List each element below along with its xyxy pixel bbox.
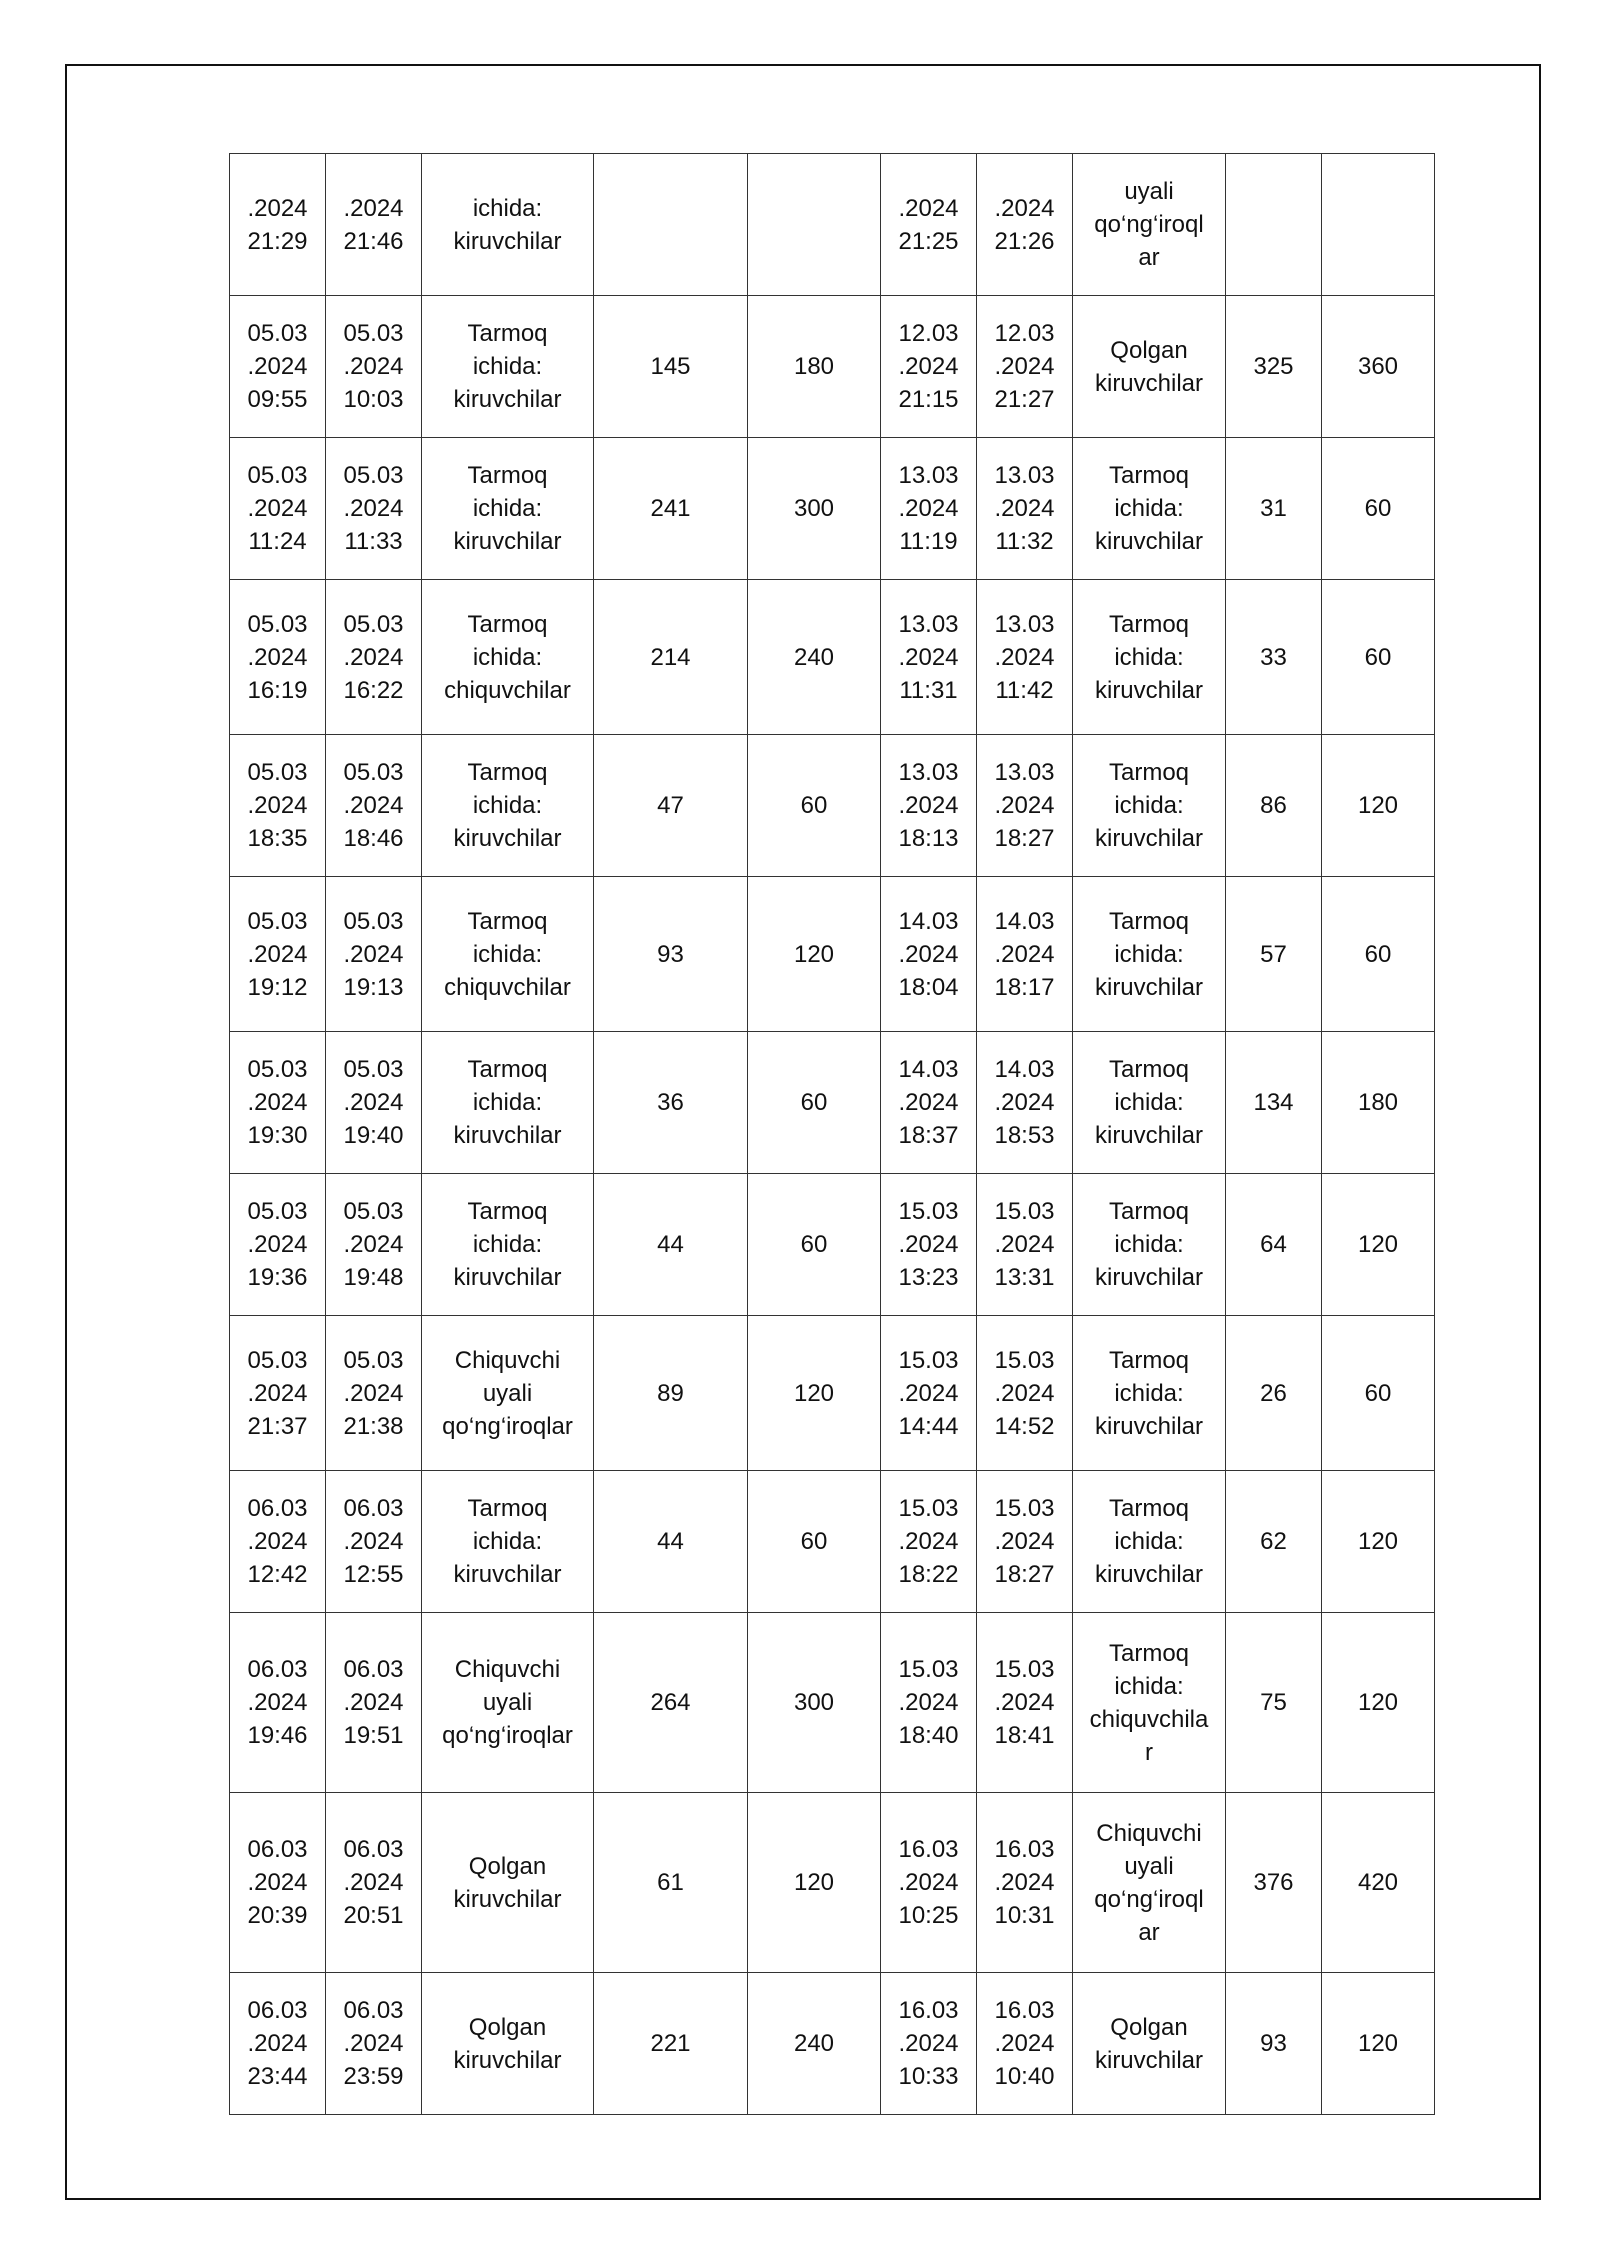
right-end-time-cell: 16.03 .2024 10:31 — [977, 1793, 1073, 1973]
left-end-time-cell: 05.03 .2024 18:46 — [326, 735, 422, 877]
right-end-time-cell: 16.03 .2024 10:40 — [977, 1973, 1073, 2115]
left-call-type-cell: Qolgan kiruvchilar — [422, 1793, 594, 1973]
right-billed-seconds-cell: 360 — [1322, 296, 1435, 438]
left-used-seconds-cell: 145 — [594, 296, 748, 438]
left-start-time-cell: 05.03 .2024 16:19 — [230, 580, 326, 735]
left-used-seconds-cell: 61 — [594, 1793, 748, 1973]
table-row — [230, 1973, 1435, 2115]
right-end-time-cell: 15.03 .2024 13:31 — [977, 1174, 1073, 1316]
left-call-type-cell: Chiquvchi uyali qo‘ng‘iroqlar — [422, 1316, 594, 1471]
left-start-time-cell: 05.03 .2024 19:36 — [230, 1174, 326, 1316]
table-row — [230, 1032, 1435, 1174]
right-call-type-cell: Chiquvchi uyali qo‘ng‘iroql ar — [1073, 1793, 1226, 1973]
right-end-time-cell: 12.03 .2024 21:27 — [977, 296, 1073, 438]
right-billed-seconds-cell: 120 — [1322, 1973, 1435, 2115]
right-start-time-cell: 15.03 .2024 18:40 — [881, 1613, 977, 1793]
left-billed-seconds-cell: 60 — [748, 1471, 881, 1613]
right-used-seconds-cell: 75 — [1226, 1613, 1322, 1793]
left-billed-seconds-cell: 60 — [748, 1174, 881, 1316]
table-row — [230, 877, 1435, 1032]
left-billed-seconds-cell: 240 — [748, 580, 881, 735]
left-end-time-cell: 05.03 .2024 16:22 — [326, 580, 422, 735]
left-call-type-cell: Chiquvchi uyali qo‘ng‘iroqlar — [422, 1613, 594, 1793]
right-call-type-cell: Tarmoq ichida: chiquvchila r — [1073, 1613, 1226, 1793]
right-call-type-cell: Tarmoq ichida: kiruvchilar — [1073, 1471, 1226, 1613]
left-end-time-cell: 05.03 .2024 11:33 — [326, 438, 422, 580]
right-call-type-cell: Qolgan kiruvchilar — [1073, 1973, 1226, 2115]
left-end-time-cell: 06.03 .2024 23:59 — [326, 1973, 422, 2115]
left-end-time-cell: 05.03 .2024 21:38 — [326, 1316, 422, 1471]
right-billed-seconds-cell: 120 — [1322, 1471, 1435, 1613]
left-billed-seconds-cell: 120 — [748, 877, 881, 1032]
left-used-seconds-cell: 93 — [594, 877, 748, 1032]
right-start-time-cell: 15.03 .2024 18:22 — [881, 1471, 977, 1613]
table-row — [230, 296, 1435, 438]
right-start-time-cell: 13.03 .2024 11:19 — [881, 438, 977, 580]
table-row — [230, 1613, 1435, 1793]
right-billed-seconds-cell: 60 — [1322, 1316, 1435, 1471]
right-billed-seconds-cell — [1322, 154, 1435, 296]
left-used-seconds-cell: 47 — [594, 735, 748, 877]
right-used-seconds-cell: 26 — [1226, 1316, 1322, 1471]
left-end-time-cell: 05.03 .2024 10:03 — [326, 296, 422, 438]
left-start-time-cell: 05.03 .2024 21:37 — [230, 1316, 326, 1471]
left-billed-seconds-cell: 120 — [748, 1316, 881, 1471]
table-row — [230, 1793, 1435, 1973]
left-call-type-cell: Tarmoq ichida: kiruvchilar — [422, 1032, 594, 1174]
left-start-time-cell: 06.03 .2024 12:42 — [230, 1471, 326, 1613]
right-used-seconds-cell: 134 — [1226, 1032, 1322, 1174]
right-call-type-cell: Tarmoq ichida: kiruvchilar — [1073, 1316, 1226, 1471]
left-call-type-cell: Qolgan kiruvchilar — [422, 1973, 594, 2115]
left-call-type-cell: Tarmoq ichida: chiquvchilar — [422, 877, 594, 1032]
left-used-seconds-cell: 89 — [594, 1316, 748, 1471]
right-start-time-cell: 13.03 .2024 11:31 — [881, 580, 977, 735]
right-end-time-cell: 13.03 .2024 18:27 — [977, 735, 1073, 877]
right-start-time-cell: 12.03 .2024 21:15 — [881, 296, 977, 438]
left-call-type-cell: Tarmoq ichida: chiquvchilar — [422, 580, 594, 735]
left-start-time-cell: 05.03 .2024 18:35 — [230, 735, 326, 877]
left-call-type-cell: Tarmoq ichida: kiruvchilar — [422, 296, 594, 438]
right-call-type-cell: Tarmoq ichida: kiruvchilar — [1073, 1174, 1226, 1316]
right-end-time-cell: 14.03 .2024 18:53 — [977, 1032, 1073, 1174]
right-billed-seconds-cell: 120 — [1322, 735, 1435, 877]
right-billed-seconds-cell: 120 — [1322, 1613, 1435, 1793]
right-end-time-cell: 13.03 .2024 11:32 — [977, 438, 1073, 580]
left-billed-seconds-cell: 120 — [748, 1793, 881, 1973]
right-call-type-cell: Tarmoq ichida: kiruvchilar — [1073, 1032, 1226, 1174]
left-start-time-cell: 05.03 .2024 11:24 — [230, 438, 326, 580]
right-end-time-cell: 15.03 .2024 18:27 — [977, 1471, 1073, 1613]
right-call-type-cell: Qolgan kiruvchilar — [1073, 296, 1226, 438]
call-log-body — [230, 154, 1435, 2115]
left-start-time-cell: 05.03 .2024 09:55 — [230, 296, 326, 438]
right-start-time-cell: 16.03 .2024 10:25 — [881, 1793, 977, 1973]
right-billed-seconds-cell: 180 — [1322, 1032, 1435, 1174]
left-start-time-cell: .2024 21:29 — [230, 154, 326, 296]
right-call-type-cell: Tarmoq ichida: kiruvchilar — [1073, 877, 1226, 1032]
table-row — [230, 1471, 1435, 1613]
left-used-seconds-cell: 44 — [594, 1471, 748, 1613]
right-billed-seconds-cell: 60 — [1322, 877, 1435, 1032]
right-billed-seconds-cell: 420 — [1322, 1793, 1435, 1973]
table-row — [230, 1316, 1435, 1471]
left-start-time-cell: 05.03 .2024 19:12 — [230, 877, 326, 1032]
right-end-time-cell: 14.03 .2024 18:17 — [977, 877, 1073, 1032]
table-row — [230, 154, 1435, 296]
right-start-time-cell: 16.03 .2024 10:33 — [881, 1973, 977, 2115]
left-end-time-cell: .2024 21:46 — [326, 154, 422, 296]
right-used-seconds-cell: 64 — [1226, 1174, 1322, 1316]
left-start-time-cell: 06.03 .2024 23:44 — [230, 1973, 326, 2115]
left-billed-seconds-cell: 300 — [748, 438, 881, 580]
left-start-time-cell: 05.03 .2024 19:30 — [230, 1032, 326, 1174]
right-used-seconds-cell: 376 — [1226, 1793, 1322, 1973]
left-end-time-cell: 06.03 .2024 20:51 — [326, 1793, 422, 1973]
right-billed-seconds-cell: 60 — [1322, 580, 1435, 735]
left-billed-seconds-cell: 60 — [748, 1032, 881, 1174]
left-call-type-cell: Tarmoq ichida: kiruvchilar — [422, 1174, 594, 1316]
right-start-time-cell: 15.03 .2024 14:44 — [881, 1316, 977, 1471]
right-billed-seconds-cell: 60 — [1322, 438, 1435, 580]
left-end-time-cell: 06.03 .2024 12:55 — [326, 1471, 422, 1613]
right-end-time-cell: .2024 21:26 — [977, 154, 1073, 296]
left-billed-seconds-cell: 60 — [748, 735, 881, 877]
right-call-type-cell: uyali qo‘ng‘iroql ar — [1073, 154, 1226, 296]
right-used-seconds-cell: 93 — [1226, 1973, 1322, 2115]
left-call-type-cell: Tarmoq ichida: kiruvchilar — [422, 735, 594, 877]
right-used-seconds-cell: 57 — [1226, 877, 1322, 1032]
right-used-seconds-cell: 325 — [1226, 296, 1322, 438]
left-call-type-cell: ichida: kiruvchilar — [422, 154, 594, 296]
left-billed-seconds-cell — [748, 154, 881, 296]
right-call-type-cell: Tarmoq ichida: kiruvchilar — [1073, 438, 1226, 580]
right-used-seconds-cell: 62 — [1226, 1471, 1322, 1613]
right-used-seconds-cell: 33 — [1226, 580, 1322, 735]
right-call-type-cell: Tarmoq ichida: kiruvchilar — [1073, 735, 1226, 877]
table-row — [230, 1174, 1435, 1316]
table-row — [230, 580, 1435, 735]
right-start-time-cell: 14.03 .2024 18:04 — [881, 877, 977, 1032]
right-start-time-cell: 13.03 .2024 18:13 — [881, 735, 977, 877]
right-used-seconds-cell: 31 — [1226, 438, 1322, 580]
right-end-time-cell: 15.03 .2024 18:41 — [977, 1613, 1073, 1793]
right-start-time-cell: 15.03 .2024 13:23 — [881, 1174, 977, 1316]
left-end-time-cell: 05.03 .2024 19:48 — [326, 1174, 422, 1316]
left-end-time-cell: 06.03 .2024 19:51 — [326, 1613, 422, 1793]
left-used-seconds-cell — [594, 154, 748, 296]
left-billed-seconds-cell: 300 — [748, 1613, 881, 1793]
left-billed-seconds-cell: 240 — [748, 1973, 881, 2115]
left-used-seconds-cell: 264 — [594, 1613, 748, 1793]
left-end-time-cell: 05.03 .2024 19:40 — [326, 1032, 422, 1174]
right-used-seconds-cell: 86 — [1226, 735, 1322, 877]
table-row — [230, 438, 1435, 580]
left-used-seconds-cell: 36 — [594, 1032, 748, 1174]
left-call-type-cell: Tarmoq ichida: kiruvchilar — [422, 1471, 594, 1613]
left-start-time-cell: 06.03 .2024 19:46 — [230, 1613, 326, 1793]
left-used-seconds-cell: 241 — [594, 438, 748, 580]
left-billed-seconds-cell: 180 — [748, 296, 881, 438]
right-start-time-cell: 14.03 .2024 18:37 — [881, 1032, 977, 1174]
right-end-time-cell: 15.03 .2024 14:52 — [977, 1316, 1073, 1471]
left-used-seconds-cell: 44 — [594, 1174, 748, 1316]
right-billed-seconds-cell: 120 — [1322, 1174, 1435, 1316]
left-end-time-cell: 05.03 .2024 19:13 — [326, 877, 422, 1032]
left-used-seconds-cell: 221 — [594, 1973, 748, 2115]
left-call-type-cell: Tarmoq ichida: kiruvchilar — [422, 438, 594, 580]
right-end-time-cell: 13.03 .2024 11:42 — [977, 580, 1073, 735]
left-used-seconds-cell: 214 — [594, 580, 748, 735]
right-start-time-cell: .2024 21:25 — [881, 154, 977, 296]
left-start-time-cell: 06.03 .2024 20:39 — [230, 1793, 326, 1973]
call-log-table — [229, 153, 1435, 2115]
right-used-seconds-cell — [1226, 154, 1322, 296]
table-row — [230, 735, 1435, 877]
right-call-type-cell: Tarmoq ichida: kiruvchilar — [1073, 580, 1226, 735]
